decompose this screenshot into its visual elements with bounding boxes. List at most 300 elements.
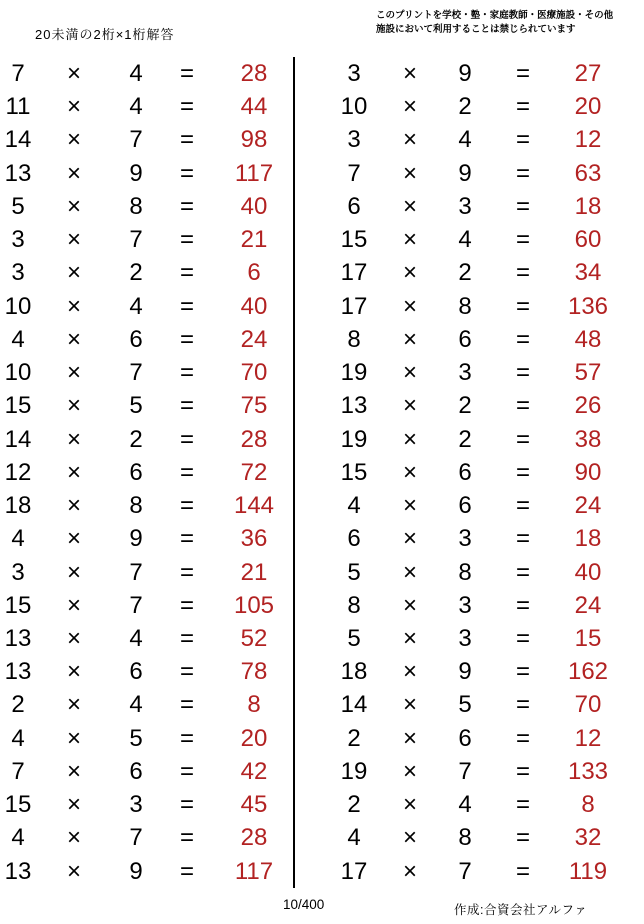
multiply-sign: × — [402, 325, 417, 353]
answer: 18 — [574, 192, 602, 220]
operand-2: 4 — [129, 624, 143, 652]
equals-sign: = — [179, 292, 194, 320]
multiply-sign: × — [402, 60, 417, 87]
multiply-sign: × — [66, 458, 81, 486]
operand-2: 6 — [129, 757, 143, 785]
multiply-sign: × — [402, 392, 417, 420]
operand-2: 9 — [458, 159, 472, 187]
problem-row — [0, 389, 293, 422]
multiply-sign: × — [66, 624, 81, 652]
answer: 24 — [574, 492, 602, 520]
operand-1: 7 — [347, 159, 361, 187]
operand-2: 9 — [129, 159, 143, 187]
multiply-sign: × — [402, 624, 417, 652]
equals-sign: = — [179, 824, 194, 852]
answer: 70 — [240, 359, 268, 387]
answer: 21 — [240, 558, 268, 586]
operand-2: 6 — [458, 458, 472, 486]
operand-2: 6 — [458, 325, 472, 353]
equals-sign: = — [515, 392, 530, 420]
answer: 24 — [240, 325, 268, 353]
operand-1: 15 — [4, 591, 32, 619]
operand-2: 2 — [129, 259, 143, 287]
operand-2: 4 — [458, 126, 472, 154]
credit: 作成:合資会社アルファ — [454, 903, 588, 917]
equals-sign: = — [179, 658, 194, 686]
answer: 144 — [233, 492, 275, 520]
operand-1: 6 — [347, 192, 361, 220]
equals-sign: = — [179, 259, 194, 287]
operand-2: 2 — [458, 425, 472, 453]
multiply-sign: × — [402, 93, 417, 121]
equals-sign: = — [515, 192, 530, 220]
equals-sign: = — [179, 724, 194, 752]
operand-1: 8 — [347, 591, 361, 619]
operand-2: 9 — [458, 60, 472, 87]
problem-row — [294, 356, 644, 389]
multiply-sign: × — [402, 192, 417, 220]
operand-1: 14 — [4, 126, 32, 154]
operand-1: 10 — [340, 93, 368, 121]
operand-2: 7 — [458, 757, 472, 785]
operand-1: 17 — [340, 259, 368, 287]
equals-sign: = — [515, 724, 530, 752]
multiply-sign: × — [66, 425, 81, 453]
answer: 8 — [247, 691, 261, 719]
operand-1: 2 — [11, 691, 25, 719]
operand-2: 2 — [129, 425, 143, 453]
equals-sign: = — [515, 591, 530, 619]
problem-row — [0, 423, 293, 456]
problem-row — [294, 389, 644, 422]
equals-sign: = — [515, 558, 530, 586]
answer: 42 — [240, 757, 268, 785]
multiply-sign: × — [402, 857, 417, 885]
problems-column-left — [0, 57, 293, 888]
multiply-sign: × — [66, 159, 81, 187]
answer: 119 — [568, 857, 608, 885]
problem-row — [0, 589, 293, 622]
operand-2: 6 — [458, 492, 472, 520]
multiply-sign: × — [402, 658, 417, 686]
operand-1: 13 — [340, 392, 368, 420]
answer: 90 — [574, 458, 602, 486]
answer: 6 — [247, 259, 261, 287]
operand-2: 8 — [458, 824, 472, 852]
operand-2: 5 — [129, 392, 143, 420]
answer: 40 — [574, 558, 602, 586]
problem-row — [294, 123, 644, 156]
multiply-sign: × — [402, 558, 417, 586]
operand-1: 15 — [4, 791, 32, 819]
operand-1: 3 — [11, 226, 25, 254]
answer: 78 — [240, 658, 268, 686]
operand-1: 10 — [4, 359, 32, 387]
multiply-sign: × — [66, 126, 81, 154]
multiply-sign: × — [66, 392, 81, 420]
operand-2: 3 — [458, 192, 472, 220]
problem-row — [294, 788, 644, 821]
operand-2: 6 — [458, 724, 472, 752]
multiply-sign: × — [66, 857, 81, 885]
multiply-sign: × — [402, 757, 417, 785]
operand-2: 6 — [129, 325, 143, 353]
operand-1: 17 — [340, 857, 368, 885]
operand-1: 19 — [340, 359, 368, 387]
multiply-sign: × — [66, 192, 81, 220]
operand-1: 11 — [5, 93, 31, 121]
operand-1: 4 — [11, 724, 25, 752]
page-number: 10/400 — [283, 897, 325, 912]
operand-1: 8 — [347, 325, 361, 353]
problem-row — [0, 556, 293, 589]
operand-2: 6 — [129, 658, 143, 686]
operand-1: 4 — [11, 325, 25, 353]
problem-row — [0, 223, 293, 256]
equals-sign: = — [179, 624, 194, 652]
answer: 162 — [567, 658, 609, 686]
equals-sign: = — [515, 824, 530, 852]
equals-sign: = — [515, 691, 530, 719]
operand-2: 5 — [129, 724, 143, 752]
operand-1: 5 — [347, 624, 361, 652]
multiply-sign: × — [402, 359, 417, 387]
multiply-sign: × — [66, 525, 81, 553]
problem-row — [0, 323, 293, 356]
problem-row — [0, 688, 293, 721]
operand-1: 15 — [340, 458, 368, 486]
equals-sign: = — [179, 325, 194, 353]
answer: 28 — [240, 60, 268, 87]
answer: 26 — [574, 392, 602, 420]
multiply-sign: × — [402, 292, 417, 320]
answer: 38 — [574, 425, 602, 453]
multiply-sign: × — [66, 724, 81, 752]
operand-2: 7 — [129, 824, 143, 852]
problem-row — [294, 655, 644, 688]
equals-sign: = — [179, 791, 194, 819]
equals-sign: = — [515, 658, 530, 686]
answer: 52 — [240, 624, 268, 652]
operand-2: 8 — [458, 292, 472, 320]
problem-row — [0, 755, 293, 788]
operand-1: 18 — [340, 658, 368, 686]
problem-row — [294, 821, 644, 854]
operand-1: 5 — [347, 558, 361, 586]
equals-sign: = — [179, 159, 194, 187]
equals-sign: = — [179, 857, 194, 885]
answer: 117 — [234, 857, 274, 885]
operand-1: 15 — [4, 392, 32, 420]
operand-1: 13 — [4, 658, 32, 686]
operand-1: 3 — [347, 126, 361, 154]
operand-1: 4 — [347, 824, 361, 852]
operand-1: 17 — [340, 292, 368, 320]
multiply-sign: × — [66, 325, 81, 353]
copyright-notice-line1: このプリントを学校・塾・家庭教師・医療施設・その他 — [376, 10, 614, 21]
problem-row — [294, 556, 644, 589]
problem-row — [0, 57, 293, 90]
multiply-sign: × — [402, 591, 417, 619]
multiply-sign: × — [66, 259, 81, 287]
operand-1: 13 — [4, 857, 32, 885]
answer: 8 — [581, 791, 595, 819]
operand-2: 4 — [129, 691, 143, 719]
equals-sign: = — [179, 60, 194, 87]
problem-row — [294, 57, 644, 90]
operand-2: 7 — [129, 591, 143, 619]
multiply-sign: × — [402, 691, 417, 719]
operand-2: 3 — [458, 624, 472, 652]
problem-row — [294, 256, 644, 289]
multiply-sign: × — [402, 159, 417, 187]
multiply-sign: × — [402, 458, 417, 486]
equals-sign: = — [179, 757, 194, 785]
equals-sign: = — [179, 591, 194, 619]
equals-sign: = — [515, 624, 530, 652]
equals-sign: = — [515, 60, 530, 87]
equals-sign: = — [179, 691, 194, 719]
multiply-sign: × — [66, 691, 81, 719]
operand-2: 7 — [129, 359, 143, 387]
problem-row — [294, 323, 644, 356]
problem-row — [0, 855, 293, 888]
answer: 136 — [567, 292, 609, 320]
answer: 105 — [233, 591, 275, 619]
equals-sign: = — [515, 425, 530, 453]
problem-row — [294, 688, 644, 721]
operand-2: 4 — [458, 791, 472, 819]
equals-sign: = — [515, 492, 530, 520]
operand-1: 4 — [11, 525, 25, 553]
problem-row — [294, 722, 644, 755]
operand-2: 3 — [129, 791, 143, 819]
problem-row — [0, 821, 293, 854]
multiply-sign: × — [402, 126, 417, 154]
operand-1: 6 — [347, 525, 361, 553]
answer: 36 — [240, 525, 268, 553]
multiply-sign: × — [66, 658, 81, 686]
operand-2: 4 — [458, 226, 472, 254]
answer: 34 — [574, 259, 602, 287]
problem-row — [0, 722, 293, 755]
copyright-notice — [376, 9, 638, 37]
operand-2: 7 — [129, 226, 143, 254]
equals-sign: = — [179, 359, 194, 387]
multiply-sign: × — [66, 292, 81, 320]
answer: 133 — [567, 757, 609, 785]
equals-sign: = — [179, 492, 194, 520]
operand-2: 9 — [129, 857, 143, 885]
multiply-sign: × — [402, 425, 417, 453]
answer: 40 — [240, 292, 268, 320]
operand-2: 7 — [129, 126, 143, 154]
answer: 45 — [240, 791, 268, 819]
answer: 15 — [574, 624, 602, 652]
problem-row — [294, 90, 644, 123]
multiply-sign: × — [66, 226, 81, 254]
equals-sign: = — [515, 259, 530, 287]
multiply-sign: × — [66, 60, 81, 87]
operand-1: 12 — [4, 458, 32, 486]
operand-1: 14 — [340, 691, 368, 719]
operand-2: 2 — [458, 93, 472, 121]
problem-row — [294, 456, 644, 489]
multiply-sign: × — [402, 259, 417, 287]
operand-2: 3 — [458, 591, 472, 619]
answer: 28 — [240, 824, 268, 852]
operand-1: 19 — [340, 757, 368, 785]
multiply-sign: × — [402, 724, 417, 752]
equals-sign: = — [515, 292, 530, 320]
equals-sign: = — [179, 525, 194, 553]
operand-1: 13 — [4, 159, 32, 187]
answer: 72 — [240, 458, 268, 486]
problem-row — [294, 755, 644, 788]
operand-1: 2 — [347, 724, 361, 752]
equals-sign: = — [515, 757, 530, 785]
answer: 20 — [240, 724, 268, 752]
answer: 32 — [574, 824, 602, 852]
multiply-sign: × — [402, 492, 417, 520]
multiply-sign: × — [66, 757, 81, 785]
copyright-notice-line2: 施設において利用することは禁じられています — [376, 24, 576, 35]
equals-sign: = — [515, 93, 530, 121]
problem-row — [294, 423, 644, 456]
operand-1: 15 — [340, 226, 368, 254]
operand-1: 18 — [4, 492, 32, 520]
operand-2: 4 — [129, 93, 143, 121]
multiply-sign: × — [66, 93, 81, 121]
problem-row — [0, 256, 293, 289]
operand-1: 3 — [11, 259, 25, 287]
problem-row — [294, 190, 644, 223]
equals-sign: = — [179, 93, 194, 121]
answer: 40 — [240, 192, 268, 220]
answer: 12 — [574, 126, 602, 154]
operand-2: 2 — [458, 392, 472, 420]
problem-row — [0, 622, 293, 655]
problem-row — [0, 290, 293, 323]
problem-row — [0, 522, 293, 555]
problem-row — [294, 622, 644, 655]
answer: 12 — [574, 724, 602, 752]
multiply-sign: × — [66, 824, 81, 852]
problem-row — [0, 190, 293, 223]
equals-sign: = — [515, 126, 530, 154]
problem-row — [0, 655, 293, 688]
multiply-sign: × — [66, 492, 81, 520]
answer: 57 — [574, 359, 602, 387]
answer: 28 — [240, 425, 268, 453]
problem-row — [294, 855, 644, 888]
multiply-sign: × — [66, 359, 81, 387]
multiply-sign: × — [402, 824, 417, 852]
operand-2: 9 — [458, 658, 472, 686]
equals-sign: = — [515, 159, 530, 187]
multiply-sign: × — [402, 226, 417, 254]
operand-1: 3 — [347, 60, 361, 87]
equals-sign: = — [179, 425, 194, 453]
operand-1: 4 — [11, 824, 25, 852]
problem-row — [294, 223, 644, 256]
operand-2: 7 — [129, 558, 143, 586]
problem-row — [294, 489, 644, 522]
operand-2: 2 — [458, 259, 472, 287]
answer: 70 — [574, 691, 602, 719]
problem-row — [294, 589, 644, 622]
equals-sign: = — [515, 525, 530, 553]
answer: 98 — [240, 126, 268, 154]
multiply-sign: × — [66, 791, 81, 819]
equals-sign: = — [515, 359, 530, 387]
problem-row — [0, 489, 293, 522]
operand-2: 6 — [129, 458, 143, 486]
problem-row — [294, 290, 644, 323]
operand-1: 13 — [4, 624, 32, 652]
multiply-sign: × — [402, 525, 417, 553]
equals-sign: = — [515, 325, 530, 353]
operand-2: 5 — [458, 691, 472, 719]
answer: 60 — [574, 226, 602, 254]
problem-row — [0, 356, 293, 389]
equals-sign: = — [179, 226, 194, 254]
operand-2: 4 — [129, 60, 143, 87]
operand-1: 4 — [347, 492, 361, 520]
problem-row — [0, 90, 293, 123]
operand-2: 8 — [129, 192, 143, 220]
answer: 117 — [234, 159, 274, 187]
equals-sign: = — [179, 126, 194, 154]
operand-2: 3 — [458, 525, 472, 553]
answer: 27 — [574, 60, 602, 87]
operand-2: 7 — [458, 857, 472, 885]
multiply-sign: × — [66, 591, 81, 619]
multiply-sign: × — [402, 791, 417, 819]
answer: 20 — [574, 93, 602, 121]
answer: 48 — [574, 325, 602, 353]
operand-2: 8 — [129, 492, 143, 520]
operand-1: 7 — [11, 60, 25, 87]
operand-2: 8 — [458, 558, 472, 586]
answer: 63 — [574, 159, 602, 187]
answer: 18 — [574, 525, 602, 553]
problem-row — [294, 522, 644, 555]
answer: 75 — [240, 392, 268, 420]
answer: 44 — [240, 93, 268, 121]
operand-2: 4 — [129, 292, 143, 320]
multiply-sign: × — [66, 558, 81, 586]
operand-2: 3 — [458, 359, 472, 387]
operand-2: 9 — [129, 525, 143, 553]
operand-1: 3 — [11, 558, 25, 586]
equals-sign: = — [515, 458, 530, 486]
answer: 24 — [574, 591, 602, 619]
operand-1: 19 — [340, 425, 368, 453]
operand-1: 10 — [4, 292, 32, 320]
operand-1: 2 — [347, 791, 361, 819]
equals-sign: = — [515, 226, 530, 254]
problem-row — [0, 123, 293, 156]
operand-1: 7 — [11, 757, 25, 785]
problem-row — [0, 157, 293, 190]
answer: 21 — [240, 226, 268, 254]
equals-sign: = — [179, 558, 194, 586]
page-title: 20未満の2桁×1桁解答 — [35, 27, 175, 42]
problem-row — [294, 157, 644, 190]
operand-1: 14 — [4, 425, 32, 453]
equals-sign: = — [179, 192, 194, 220]
